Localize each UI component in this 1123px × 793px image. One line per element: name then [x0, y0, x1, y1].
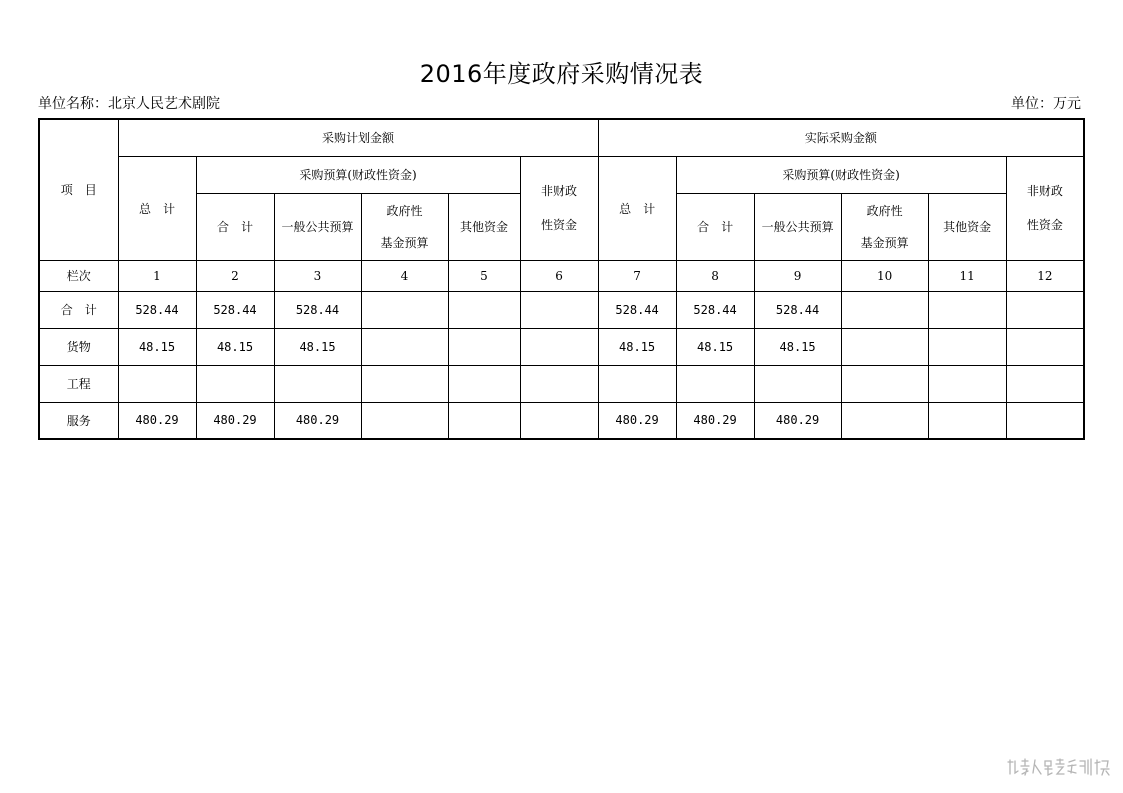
- table-row-goods: [39, 328, 1084, 365]
- actual-other-funds-header: 其他资金: [928, 193, 1006, 260]
- table-cell: [1006, 402, 1084, 439]
- watermark-logo: [1005, 757, 1113, 779]
- table-row-total: [39, 291, 1084, 328]
- table-cell: 48.15: [676, 328, 754, 365]
- table-cell: [1006, 291, 1084, 328]
- table-cell: 528.44: [676, 291, 754, 328]
- plan-budget-fiscal-header: 采购预算(财政性资金): [196, 156, 520, 193]
- table-cell: [520, 291, 598, 328]
- column-number: 3: [274, 260, 361, 291]
- actual-gov-fund-line1: 政府性: [866, 203, 903, 218]
- plan-gov-fund-header: [361, 193, 448, 260]
- table-cell: 48.15: [118, 328, 196, 365]
- plan-subtotal-header: 合 计: [196, 193, 274, 260]
- table-cell: [928, 402, 1006, 439]
- table-cell: [928, 328, 1006, 365]
- actual-total-header: 总 计: [598, 156, 676, 260]
- table-cell: [520, 365, 598, 402]
- column-index-label: 栏次: [39, 260, 118, 291]
- table-cell: 480.29: [118, 402, 196, 439]
- column-number: 6: [520, 260, 598, 291]
- table-cell: [118, 365, 196, 402]
- plan-non-fiscal-line1: 非财政: [541, 184, 578, 198]
- actual-non-fiscal-line2: 性资金: [1026, 218, 1063, 232]
- table-cell: 480.29: [274, 402, 361, 439]
- table-cell: 48.15: [196, 328, 274, 365]
- actual-non-fiscal-header: [1006, 156, 1084, 260]
- table-cell: [676, 365, 754, 402]
- table-cell: [448, 402, 520, 439]
- table-row-services: [39, 402, 1084, 439]
- table-cell: [928, 291, 1006, 328]
- table-cell: 48.15: [754, 328, 841, 365]
- table-cell: [361, 291, 448, 328]
- table-cell: [361, 402, 448, 439]
- table-cell: 48.15: [274, 328, 361, 365]
- table-cell: 480.29: [196, 402, 274, 439]
- table-cell: 528.44: [754, 291, 841, 328]
- table-cell: [196, 365, 274, 402]
- column-number: 1: [118, 260, 196, 291]
- plan-gov-fund-line1: 政府性: [386, 203, 423, 218]
- plan-gov-fund-line2: 基金预算: [380, 235, 429, 250]
- table-cell: [448, 365, 520, 402]
- table-cell: [448, 291, 520, 328]
- actual-non-fiscal-line1: 非财政: [1026, 184, 1063, 198]
- row-label: 工程: [39, 365, 118, 402]
- item-header: 项 目: [39, 119, 118, 260]
- table-cell: [754, 365, 841, 402]
- column-number: 8: [676, 260, 754, 291]
- table-cell: 528.44: [118, 291, 196, 328]
- table-cell: [841, 365, 928, 402]
- column-number: 9: [754, 260, 841, 291]
- column-number: 11: [928, 260, 1006, 291]
- actual-gov-fund-header: [841, 193, 928, 260]
- unit-name-label: 单位名称：北京人民艺术剧院: [38, 96, 220, 112]
- actual-amount-header: 实际采购金额: [598, 119, 1084, 156]
- plan-other-funds-header: 其他资金: [448, 193, 520, 260]
- table-cell: 480.29: [754, 402, 841, 439]
- actual-budget-fiscal-header: 采购预算(财政性资金): [676, 156, 1006, 193]
- table-cell: [1006, 328, 1084, 365]
- table-cell: [1006, 365, 1084, 402]
- table-cell: [598, 365, 676, 402]
- actual-gov-fund-line2: 基金预算: [860, 235, 909, 250]
- column-number: 7: [598, 260, 676, 291]
- table-cell: [274, 365, 361, 402]
- column-number: 2: [196, 260, 274, 291]
- plan-amount-header: 采购计划金额: [118, 119, 598, 156]
- table-cell: [841, 328, 928, 365]
- table-cell: 528.44: [196, 291, 274, 328]
- column-number: 5: [448, 260, 520, 291]
- actual-subtotal-header: 合 计: [676, 193, 754, 260]
- currency-unit-label: 单位：万元: [1011, 96, 1081, 112]
- header-row-2: [39, 156, 1084, 193]
- plan-general-budget-header: 一般公共预算: [274, 193, 361, 260]
- table-cell: 48.15: [598, 328, 676, 365]
- plan-total-header: 总 计: [118, 156, 196, 260]
- table-cell: [841, 402, 928, 439]
- table-cell: 480.29: [676, 402, 754, 439]
- column-number: 4: [361, 260, 448, 291]
- plan-non-fiscal-line2: 性资金: [541, 218, 578, 232]
- row-label: 服务: [39, 402, 118, 439]
- table-cell: [361, 328, 448, 365]
- table-cell: [520, 402, 598, 439]
- table-cell: 480.29: [598, 402, 676, 439]
- row-label: 货物: [39, 328, 118, 365]
- table-cell: [841, 291, 928, 328]
- column-index-row: [39, 260, 1084, 291]
- table-cell: [361, 365, 448, 402]
- table-cell: 528.44: [598, 291, 676, 328]
- table-cell: [928, 365, 1006, 402]
- table-cell: [448, 328, 520, 365]
- column-number: 12: [1006, 260, 1084, 291]
- header-row-1: [39, 119, 1084, 156]
- plan-non-fiscal-header: [520, 156, 598, 260]
- page-title: 2016年度政府采购情况表: [419, 60, 704, 88]
- row-label: 合 计: [39, 291, 118, 328]
- column-number: 10: [841, 260, 928, 291]
- table-cell: 528.44: [274, 291, 361, 328]
- table-row-works: [39, 365, 1084, 402]
- procurement-table: [38, 118, 1085, 440]
- table-cell: [520, 328, 598, 365]
- actual-general-budget-header: 一般公共预算: [754, 193, 841, 260]
